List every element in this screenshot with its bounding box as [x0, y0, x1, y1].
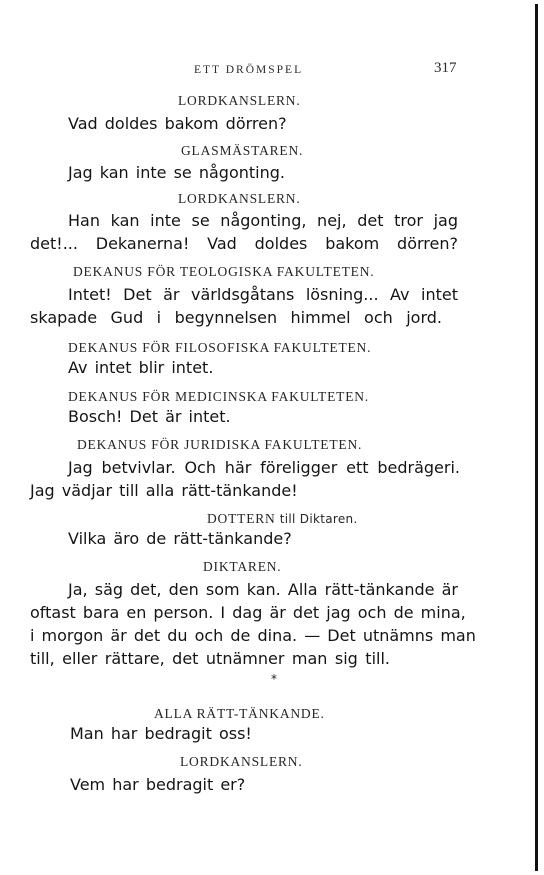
speaker-name: LORDKANSLERN.	[178, 191, 301, 206]
page-header	[0, 60, 520, 82]
stage-direction: till Diktaren.	[279, 512, 358, 526]
speaker-name: DEKANUS FÖR TEOLOGISKA FAKULTETEN.	[73, 264, 375, 279]
dialogue-line: Vem har bedragit er?	[70, 775, 246, 794]
speaker-name: ALLA RÄTT-TÄNKANDE.	[154, 706, 325, 721]
dialogue-line: Jag kan inte se någonting.	[68, 163, 285, 182]
speaker-name: LORDKANSLERN.	[178, 93, 301, 108]
dialogue-line: Bosch! Det är intet.	[68, 407, 231, 426]
page-edge-shadow	[535, 4, 538, 871]
speaker-name: DEKANUS FÖR JURIDISKA FAKULTETEN.	[77, 437, 363, 452]
dialogue-line: Intet! Det är världsgåtans lösning... Av intet	[68, 285, 458, 304]
dialogue-line: Av intet blir intet.	[68, 358, 214, 377]
speaker-name: DEKANUS FÖR FILOSOFISKA FAKULTETEN.	[68, 340, 372, 355]
dialogue-line: Man har bedragit oss!	[70, 724, 252, 743]
speaker-name: DIKTAREN.	[203, 559, 282, 574]
dialogue-line: Ja, säg det, den som kan. Alla rätt-tänkande är	[68, 580, 458, 599]
section-asterisk: *	[271, 672, 277, 686]
dialogue-line: oftast bara en person. I dag är det jag och de mina,	[30, 603, 466, 622]
speaker-name	[207, 511, 358, 527]
page-number: 317	[434, 60, 457, 76]
dialogue-line: Vad doldes bakom dörren?	[68, 114, 287, 133]
dialogue-line: Vilka äro de rätt-tänkande?	[68, 529, 292, 548]
dialogue-line: Han kan inte se någonting, nej, det tror jag	[68, 211, 458, 230]
dialogue-line: det!... Dekanerna! Vad doldes bakom dörren?	[30, 234, 458, 253]
dialogue-line: Jag betvivlar. Och här föreligger ett bedrägeri.	[68, 458, 460, 477]
speaker-name: DEKANUS FÖR MEDICINSKA FAKULTETEN.	[68, 389, 369, 404]
dialogue-line: Jag vädjar till alla rätt-tänkande!	[30, 481, 298, 500]
speaker-name: GLASMÄSTAREN.	[181, 143, 304, 158]
dialogue-line: skapade Gud i begynnelsen himmel och jord.	[30, 308, 442, 327]
speaker-name: LORDKANSLERN.	[180, 754, 303, 769]
dialogue-line: i morgon är det du och de dina. — Det utnämns man	[30, 626, 476, 645]
running-head: ETT DRÖMSPEL	[194, 64, 304, 76]
dialogue-line: till, eller rättare, det utnämner man sig till.	[30, 649, 390, 668]
speaker-name-text: DOTTERN	[207, 511, 276, 526]
